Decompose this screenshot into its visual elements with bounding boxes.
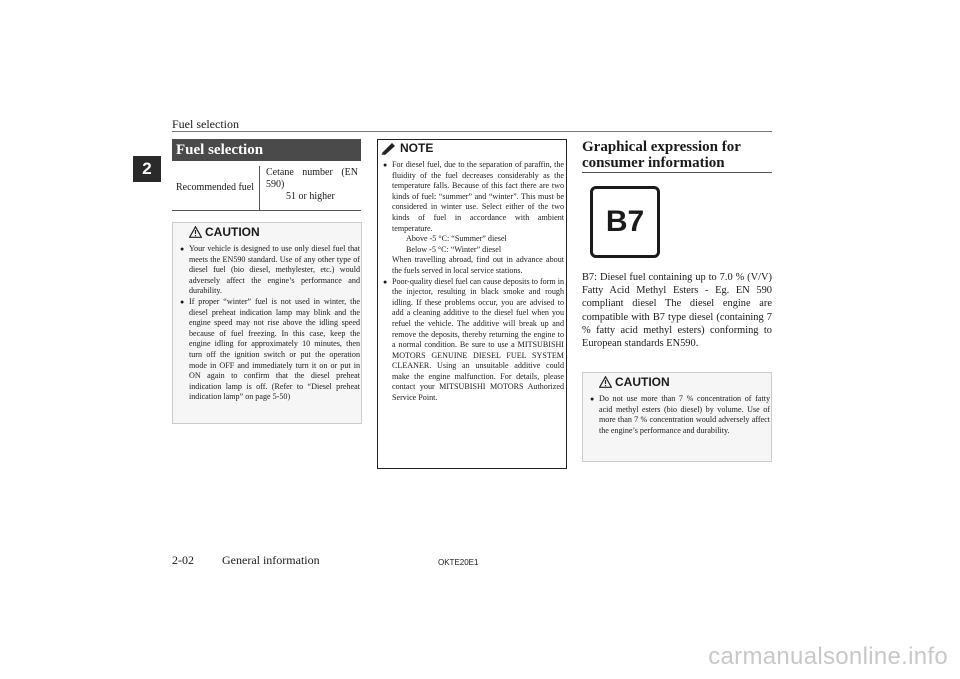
graphical-expression-heading: Graphical expression for consumer information bbox=[582, 139, 772, 173]
table-value-line: 51 or higher bbox=[286, 191, 335, 202]
note-box bbox=[377, 139, 567, 469]
table-value-line: Cetane number (EN bbox=[266, 167, 358, 178]
page-number: 2-02 bbox=[172, 553, 194, 567]
warning-triangle-icon bbox=[599, 376, 612, 388]
caution-title: CAUTION bbox=[205, 225, 260, 239]
caution-title: CAUTION bbox=[615, 375, 670, 389]
bullet-icon: ● bbox=[383, 277, 388, 286]
note-title: NOTE bbox=[400, 141, 434, 155]
list-item bbox=[383, 160, 564, 277]
note-header bbox=[381, 141, 433, 155]
list-item bbox=[180, 244, 360, 297]
note-body bbox=[383, 160, 564, 404]
caution-header bbox=[189, 225, 260, 239]
list-item bbox=[590, 394, 770, 436]
chapter-tab: 2 bbox=[133, 156, 161, 182]
caution-header bbox=[599, 375, 670, 389]
b7-description: B7: Diesel fuel containing up to 7.0 % (V/V) Fatty Acid Methyl Esters - Eg. EN 590 compliant diesel The diesel engine are compatible with B7 type diesel (containing 7 % fatty acid methyl esters) conforming to European standards EN590. bbox=[582, 272, 772, 350]
list-item-text: Do not use more than 7 % concentration of fatty acid methyl esters (bio diesel) by volume. Use of more than 7 % concentration would adversely affect the engine’s performance and durability. bbox=[599, 394, 770, 435]
caution-body bbox=[180, 244, 360, 403]
recommended-fuel-table bbox=[172, 166, 361, 211]
list-item-text: For diesel fuel, due to the separation of paraffin, the fluidity of the fuel decreases considerably as the temperature falls. Because of this fact there are two kinds of fuel: “summer” and “winter”. This must be considered in winter use. Select either of the two kinds of fuel in accordance with ambient temperature. bbox=[392, 160, 564, 233]
section-title-bar: Fuel selection bbox=[172, 139, 361, 161]
bullet-icon: ● bbox=[180, 297, 185, 306]
bullet-icon: ● bbox=[180, 245, 185, 253]
table-label: Recommended fuel bbox=[176, 182, 255, 193]
bullet-icon: ● bbox=[383, 161, 388, 169]
list-item bbox=[180, 297, 360, 403]
caution-box-right bbox=[582, 372, 772, 462]
footer-section: General information bbox=[222, 553, 320, 567]
temperature-summer: Above -5 °C: “Summer” diesel bbox=[406, 234, 507, 244]
warning-triangle-icon bbox=[189, 226, 202, 238]
list-item-tail: When travelling abroad, find out in advance about the fuels served in local service stations. bbox=[392, 255, 564, 275]
header-rule bbox=[172, 131, 772, 132]
page-header-title: Fuel selection bbox=[172, 117, 239, 131]
list-item-text: Poor-quality diesel fuel can cause deposits to form in the injector, resulting in black smoke and rough idling. If these problems occur, you are advised to add a cleaning additive to the diesel fuel when you refuel the vehicle. The additive will break up and remove the deposits, thereby returning the engine to a normal condition. Be sure to use a MITSUBISHI MOTORS GENUINE DIESEL FUEL SYSTEM CLEANER. Using an unsuitable additive could make the engine malfunction. For details, please contact your MITSUBISHI MOTORS Authorized Service Point. bbox=[392, 276, 565, 403]
table-divider bbox=[259, 166, 260, 210]
document-code: OKTE20E1 bbox=[438, 558, 479, 567]
b7-fuel-label-icon: B7 bbox=[590, 186, 660, 258]
list-item-text: Your vehicle is designed to use only diesel fuel that meets the EN590 standard. Use of any other type of diesel fuel (bio diesel, methylester, etc.) would adversely affect the engine’s performance and durability. bbox=[189, 244, 360, 296]
caution-body bbox=[590, 394, 770, 436]
watermark: carmanualsonline.info bbox=[708, 643, 948, 670]
list-item-text: If proper “winter” fuel is not used in winter, the diesel preheat indication lamp may blink and the engine speed may not rise above the idling speed because of fuel freezing. In this case, keep the engine idling for approximately 10 minutes, then turn off the ignition switch or put the operation mode in OFF and immediately turn it on or put in ON again to confirm that the diesel preheat indication lamp is off. (Refer to “Diesel preheat indication lamp” on page 5-50) bbox=[189, 296, 360, 402]
table-value bbox=[266, 167, 358, 203]
caution-box-left bbox=[172, 222, 362, 424]
note-pencil-icon bbox=[381, 142, 397, 155]
list-item bbox=[383, 277, 564, 404]
bullet-icon: ● bbox=[590, 395, 595, 403]
table-value-line: 590) bbox=[266, 179, 285, 190]
temperature-winter: Below -5 °C: “Winter” diesel bbox=[406, 244, 502, 254]
